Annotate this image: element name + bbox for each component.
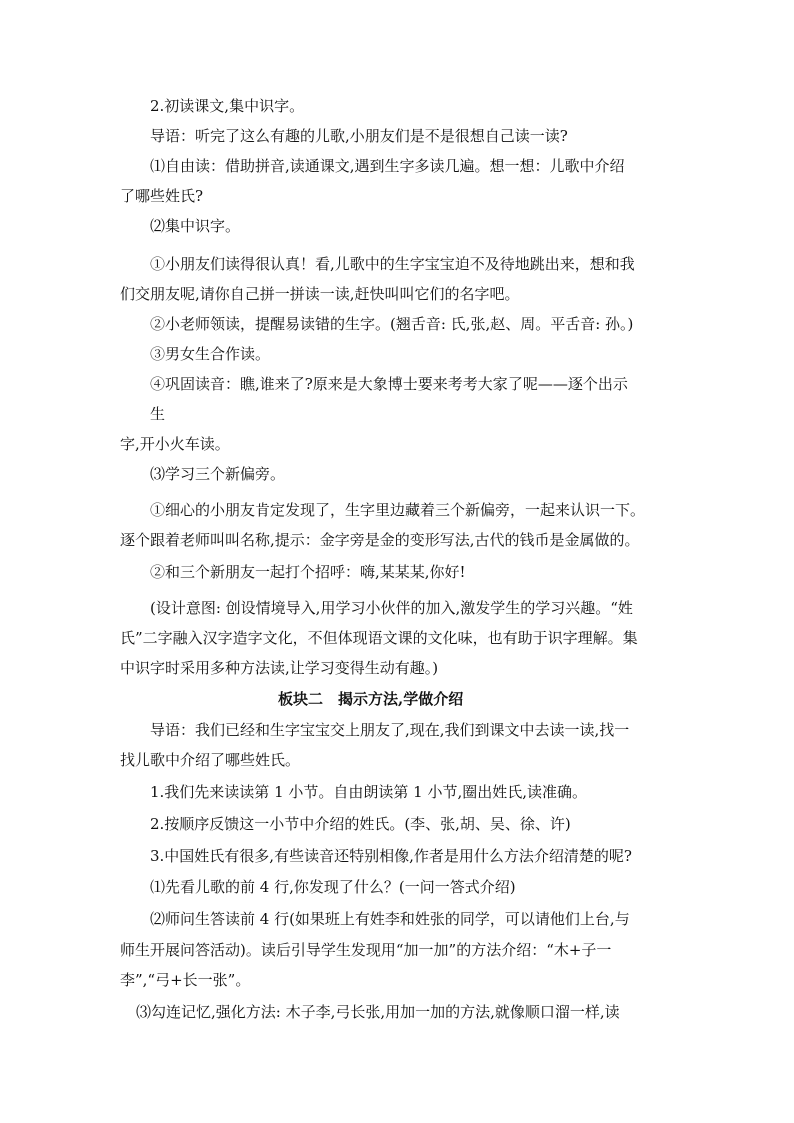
step-3-sub-2-line-2: 师生开展问答活动)。读后引导学生发现用“加一加”的方法介绍：“木+子一 [120, 941, 612, 959]
item-4-line-1: ④巩固读音：瞧,谁来了?原来是大象博士要来考考大家了呢——逐个出示 [150, 375, 628, 393]
step-2-heading: 2.初读课文,集中识字。 [150, 97, 305, 115]
item-1-line-2: 们交朋友呢,请你自己拼一拼读一读,赶快叫叫它们的名字吧。 [120, 285, 520, 303]
design-intent-line-1: (设计意图: 创设情境导入,用学习小伙伴的加入,激发学生的学习兴趣。“姓 [150, 599, 633, 617]
step-3-sub-2-line-3: 李”,“弓+长一张”。 [120, 971, 251, 989]
section-2-title: 板块二 揭示方法,学做介绍 [278, 690, 464, 708]
intro-question-2-line-2: 找儿歌中介绍了哪些姓氏。 [120, 751, 301, 769]
radicals-item-1-line-1: ①细心的小朋友肯定发现了，生字里边藏着三个新偏旁，一起来认识一下。 [150, 501, 646, 519]
design-intent-line-3: 中识字时采用多种方法读,让学习变得生动有趣。) [120, 659, 439, 677]
item-1-line-1: ①小朋友们读得很认真！看,儿歌中的生字宝宝迫不及待地跳出来，想和我 [150, 255, 635, 273]
item-3-line: ③男女生合作读。 [150, 345, 271, 363]
step-3-sub-2-line-1: ⑵师问生答读前 4 行(如果班上有姓李和姓张的同学，可以请他们上台,与 [150, 910, 630, 928]
item-4-line-3: 字,开小火车读。 [120, 435, 230, 453]
focused-literacy-heading: ⑵集中识字。 [150, 217, 241, 235]
step-3-sub-3-line-1: ⑶勾连记忆,强化方法: 木子李,弓长张,用加一加的方法,就像顺口溜一样,读 [136, 1003, 620, 1021]
step-1-line: 1.我们先来读读第 1 小节。自由朗读第 1 小节,圈出姓氏,读准确。 [150, 783, 588, 801]
radicals-heading: ⑶学习三个新偏旁。 [150, 465, 286, 483]
step-2-line: 2.按顺序反馈这一小节中介绍的姓氏。(李、张,胡、吴、徐、许) [150, 815, 571, 833]
free-reading-line-2: 了哪些姓氏? [120, 187, 204, 205]
item-2-line: ②小老师领读，提醒易读错的生字。(翘舌音: 氏,张,赵、周。平舌音: 孙。) [150, 315, 634, 333]
step-3-sub-1: ⑴先看儿歌的前 4 行,你发现了什么？(一问一答式介绍) [150, 878, 516, 896]
intro-question-2-line-1: 导语：我们已经和生字宝宝交上朋友了,现在,我们到课文中去读一读,找一 [150, 721, 630, 739]
free-reading-line-1: ⑴自由读：借助拼音,读通课文,遇到生字多读几遍。想一想：儿歌中介绍 [150, 157, 625, 175]
design-intent-line-2: 氏”二字融入汉字造字文化，不但体现语文课的文化味，也有助于识字理解。集 [120, 629, 638, 647]
radicals-item-1-line-2: 逐个跟着老师叫叫名称,提示：金字旁是金的变形写法,古代的钱币是金属做的。 [120, 531, 640, 549]
intro-question-1: 导语：听完了这么有趣的儿歌,小朋友们是不是很想自己读一读? [150, 127, 568, 145]
radicals-item-2-line: ②和三个新朋友一起打个招呼：嗨,某某某,你好! [150, 563, 466, 581]
item-4-line-2: 生 [150, 405, 166, 423]
step-3-line: 3.中国姓氏有很多,有些读音还特别相像,作者是用什么方法介绍清楚的呢? [150, 847, 632, 865]
